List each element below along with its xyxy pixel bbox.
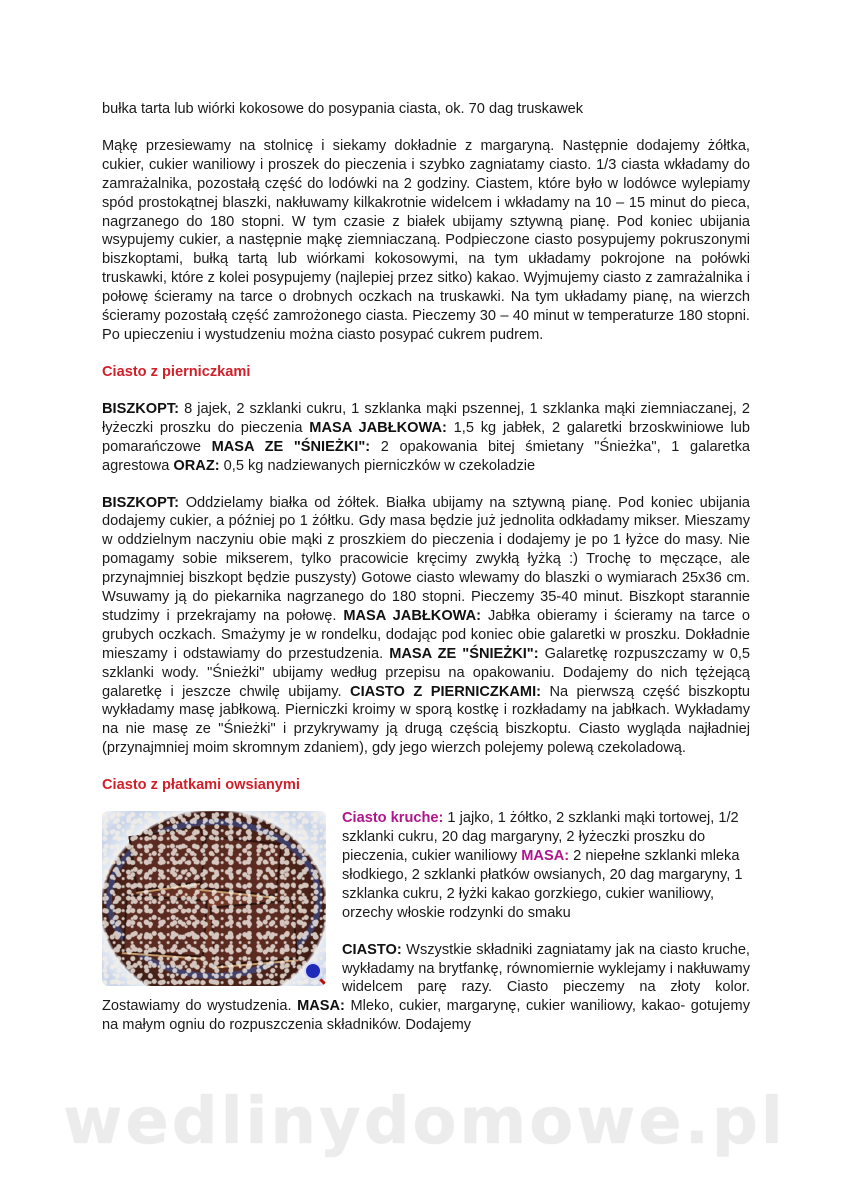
label-masa: MASA: [521, 848, 570, 864]
powdered-sugar [102, 811, 326, 986]
method-label-ciasto-kruche: CIASTO: [342, 941, 402, 958]
method-masa-sniezki: Galaretkę rozpuszczamy w 0,5 szklanki wody. "Śnieżki" ubijamy według przepisu na opakowaniu. Dodajemy do nich tężejącą galaretkę i jeszcze chwilę ubijamy. [102, 645, 750, 700]
label-masa-sniezki: MASA ZE "ŚNIEŻKI": [211, 438, 371, 455]
ingredients-ciasto-kruche: 1 jajko, 1 żółtko, 2 szklanki mąki tortowej, 1/2 szklanki cukru, 20 dag margaryny, 2 łyżeczki proszku do pieczenia, cukier waniliowy [342, 810, 739, 864]
method-label-masa-sniezki: MASA ZE "ŚNIEŻKI": [389, 645, 539, 662]
method-label-masa-jablkowa: MASA JABŁKOWA: [343, 607, 482, 624]
recipe3-title: Ciasto z płatkami owsianymi [102, 777, 300, 794]
label-ciasto-kruche: Ciasto kruche: [342, 810, 444, 827]
recipe2-method [102, 494, 750, 759]
method-biszkopt: Oddzielamy białka od żółtek. Białka ubijamy na sztywną pianę. Pod koniec ubijania dodajemy cukier, a później po 1 żółtku. Gdy masa będzie już jednolita odkładamy mikser. Mieszamy w oddzielnym naczyniu obie mąki z proszkiem do pieczenia i dodajemy je po 1 łyżce do masy. Nie pomagamy sobie mikserem, tylko pracowicie kręcimy zwykłą łyżką :) Trochę to męczące, ale przynajmniej biszkopt będzie puszysty) Gotowe ciasto wlewamy do blaszki o wymiarach 25x36 cm. Wsuwamy ją do piekarnika nagrzanego do 180 stopni. Pieczemy 35-40 minut. Biszkopt starannie studzimy i przekrajamy na połowę. [102, 494, 750, 624]
ingredients-masa: 2 niepełne szklanki mleka słodkiego, 2 szklanki płatków owsianych, 20 dag margaryny, 1 szklanka cukru, 2 łyżki kakao gorzkiego, cukier waniliowy, orzechy włoskie rodzynki do smaku [342, 848, 743, 921]
label-oraz: ORAZ: [173, 457, 220, 474]
ingredients-masa-sniezki: 2 opakowania bitej śmietany "Śnieżka", 1 galaretka agrestowa [102, 438, 750, 474]
ingredients-masa-jablkowa: 1,5 kg jabłek, 2 galaretki brzoskwiniowe lub pomarańczowe [102, 419, 750, 455]
method-masa: Mleko, cukier, margarynę, cukier waniliowy, kakao- gotujemy na małym ogniu do rozpuszczenia składników. Dodajemy [102, 998, 750, 1034]
method-ciasto: Na pierwszą część biszkoptu wykładamy masę jabłkową. Pierniczki kroimy w sporą kostkę i rozkładamy na jabłkach. Wykładamy na nie masę ze "Śnieżki" i przykrywamy ją drugą częścią biszkoptu. Ciasto wygląda najładniej (przynajmniej moim skromnym zdaniem), gdy jego wierzch polejemy polewą czekoladową. [102, 683, 750, 757]
label-masa-jablkowa: MASA JABŁKOWA: [309, 419, 447, 436]
ingredients-biszkopt: 8 jajek, 2 szklanki cukru, 1 szklanka mąki pszennej, 1 szklanka mąki ziemniaczanej, 2 łyżeczki proszku do pieczenia [102, 400, 750, 436]
cake-photo [102, 811, 326, 986]
method-label-masa: MASA: [297, 998, 345, 1015]
recipe2-title: Ciasto z pierniczkami [102, 363, 251, 380]
recipe2-ingredients [102, 400, 750, 476]
method-label-biszkopt: BISZKOPT: [102, 494, 180, 511]
method-masa-jablkowa: Jabłka obieramy i ścieramy na tarce o grubych oczkach. Smażymy je w rondelku, dodając pod koniec obie galaretki w proszku. Dokładnie mieszamy i odstawiamy do przestudzenia. [102, 607, 750, 662]
method-label-ciasto: CIASTO Z PIERNICZKAMI: [350, 683, 541, 700]
method-ciasto-kruche: Wszystkie składniki zagniatamy jak na ciasto kruche, wykładamy na brytfankę, równomiernie wyklejamy i nakłuwamy widelcem parę razy. Ciasto pieczemy na złoty kolor. Zostawiamy do wystudzenia. [102, 941, 750, 1015]
document-body [102, 100, 750, 1035]
watermark: wedlinydomowe.pl [63, 1085, 786, 1159]
recipe1-method: Mąkę przesiewamy na stolnicę i siekamy dokładnie z margaryną. Następnie dodajemy żółtka, cukier, cukier waniliowy i proszek do pieczenia i szybko zagniatamy ciasto. 1/3 ciasta wkładamy do zamrażalnika, pozostałą część do lodówki na 2 godziny. Ciastem, które było w lodówce wylepiamy spód prostokątnej blaszki, nakłuwamy kilkakrotnie widelcem i wkładamy na 10 – 15 minut do pieca, nagrzanego do 180 stopni. W tym czasie z białek ubijamy sztywną pianę. Pod koniec ubijania wsypujemy cukier, a następnie mąkę ziemniaczaną. Podpieczone ciasto posypujemy pokruszonymi biszkoptami, bułką tartą lub wiórkami kokosowymi, na tym układamy pokrojone na połówki truskawki, które z kolei posypujemy (najlepiej przez sitko) kakao. Wyjmujemy ciasto z zamrażalnika i połowę ścieramy na tarce o drobnych oczkach na truskawki. Na tym układamy pianę, na wierzch ścieramy pozostałą część zamrożonego ciasta. Pieczemy 30 – 40 minut w temperaturze 180 stopni. Po upieczeniu i wystudzeniu można ciasto posypać cukrem pudrem. [102, 137, 750, 343]
label-biszkopt: BISZKOPT: [102, 400, 180, 417]
intro-line: bułka tarta lub wiórki kokosowe do posypania ciasta, ok. 70 dag truskawek [102, 101, 584, 117]
ingredients-oraz: 0,5 kg nadziewanych pierniczków w czekoladzie [219, 457, 536, 474]
